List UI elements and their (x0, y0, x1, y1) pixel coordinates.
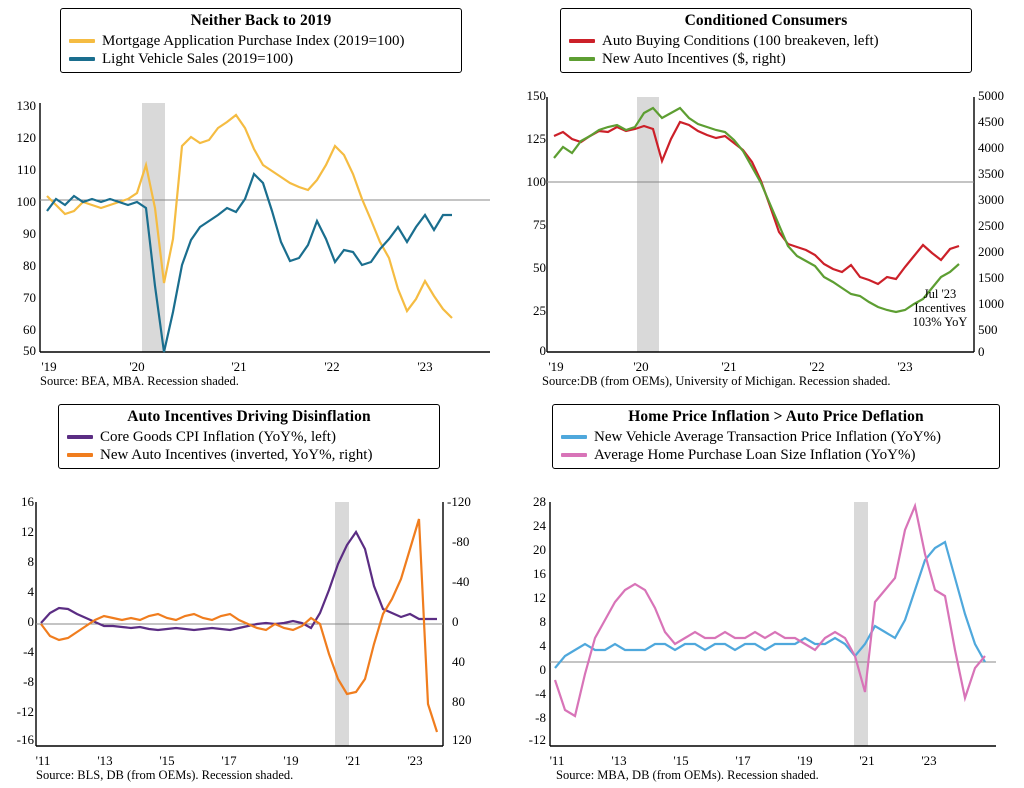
y-tick: 100 (16, 194, 36, 209)
x-tick: '19 (548, 359, 564, 374)
y-tick: -8 (535, 710, 546, 725)
y-tick-right: 2000 (978, 244, 1004, 259)
y-tick-left: 25 (533, 303, 546, 318)
x-tick: '21 (345, 753, 361, 768)
y-tick: 120 (16, 130, 36, 145)
y-tick-left: 12 (21, 524, 34, 539)
panel-1-title: Neither Back to 2019 (190, 12, 332, 29)
y-tick-left: -16 (16, 732, 34, 747)
x-tick: '22 (809, 359, 825, 374)
y-tick: 60 (23, 322, 36, 337)
y-tick: 8 (539, 614, 546, 629)
panel-2-source: Source:DB (from OEMs), University of Michigan. Recession shaded. (542, 374, 891, 388)
y-tick-right: 40 (452, 654, 465, 669)
panel-2-annotation: Jul '23 Incentives 103% YoY (912, 287, 968, 329)
y-tick-right: 5000 (978, 88, 1004, 103)
panel-1-source: Source: BEA, MBA. Recession shaded. (40, 374, 239, 388)
y-tick: 4 (539, 638, 546, 653)
y-tick: 0 (539, 662, 546, 677)
x-tick: '19 (797, 753, 813, 768)
y-tick: 70 (23, 290, 36, 305)
y-tick-left: 50 (533, 260, 546, 275)
legend-label: Average Home Purchase Loan Size Inflation (YoY%) (594, 447, 916, 463)
legend-label: New Auto Incentives ($, right) (602, 51, 786, 67)
x-tick: '11 (35, 753, 51, 768)
y-tick: 80 (23, 258, 36, 273)
y-tick-right: 80 (452, 694, 465, 709)
y-tick-right: 1500 (978, 270, 1004, 285)
x-tick: '17 (221, 753, 237, 768)
legend-label: Core Goods CPI Inflation (YoY%, left) (100, 429, 336, 445)
y-tick: -12 (528, 732, 546, 747)
legend-label: Light Vehicle Sales (2019=100) (102, 51, 294, 67)
x-tick: '17 (735, 753, 751, 768)
y-tick: 12 (533, 590, 546, 605)
y-tick-right: 4500 (978, 114, 1004, 129)
y-tick-left: -8 (23, 674, 34, 689)
y-tick: 110 (16, 162, 36, 177)
panel-2-title: Conditioned Consumers (684, 12, 848, 29)
panel-home-price-inflation (512, 394, 1024, 788)
y-tick-left: -12 (16, 704, 34, 719)
x-tick: '21 (721, 359, 737, 374)
panel-4-plot (512, 394, 1024, 788)
legend-label: New Vehicle Average Transaction Price Inflation (YoY%) (594, 429, 942, 445)
x-tick: '19 (283, 753, 299, 768)
y-tick-right: -80 (452, 534, 470, 549)
x-tick: '23 (417, 359, 433, 374)
panel-4-source: Source: MBA, DB (from OEMs). Recession shaded. (556, 768, 819, 782)
panel-conditioned-consumers (512, 0, 1024, 394)
panel-neither-back-to-2019 (0, 0, 512, 394)
x-tick: '13 (97, 753, 113, 768)
x-tick: '21 (859, 753, 875, 768)
y-tick: -4 (535, 686, 546, 701)
x-tick: '15 (159, 753, 175, 768)
y-tick: 16 (533, 566, 546, 581)
y-tick-right: 3000 (978, 192, 1004, 207)
x-tick: '13 (611, 753, 627, 768)
x-tick: '23 (407, 753, 423, 768)
y-tick-right: 0 (978, 344, 985, 359)
y-tick-left: 8 (27, 554, 34, 569)
panel-3-source: Source: BLS, DB (from OEMs). Recession shaded. (36, 768, 294, 782)
legend-label: Auto Buying Conditions (100 breakeven, left) (602, 33, 879, 49)
y-tick-right: 0 (452, 614, 459, 629)
x-tick: '21 (231, 359, 247, 374)
y-tick-left: 75 (533, 217, 546, 232)
y-tick-right: 2500 (978, 218, 1004, 233)
x-tick: '20 (633, 359, 649, 374)
y-tick-left: 0 (539, 343, 546, 358)
y-tick-left: -4 (23, 644, 34, 659)
y-tick-right: 3500 (978, 166, 1004, 181)
y-tick: 50 (23, 343, 36, 358)
y-tick-left: 16 (21, 494, 34, 509)
y-tick-left: 0 (27, 614, 34, 629)
y-tick-right: 4000 (978, 140, 1004, 155)
panel-3-plot (0, 394, 512, 788)
y-tick-right: -40 (452, 574, 470, 589)
panel-4-title: Home Price Inflation > Auto Price Deflation (628, 408, 924, 425)
y-tick-left: 150 (526, 88, 546, 103)
y-tick: 90 (23, 226, 36, 241)
x-tick: '23 (897, 359, 913, 374)
y-tick-right: 1000 (978, 296, 1004, 311)
y-tick-right: 500 (978, 322, 998, 337)
panel-2-plot (512, 0, 1024, 394)
x-tick: '19 (41, 359, 57, 374)
panel-auto-incentives-disinflation (0, 394, 512, 788)
y-tick-right: -120 (447, 494, 471, 509)
x-tick: '22 (324, 359, 340, 374)
y-tick-left: 4 (27, 584, 34, 599)
legend-label: Mortgage Application Purchase Index (2019=100) (102, 33, 405, 49)
x-tick: '23 (921, 753, 937, 768)
y-tick-right: 120 (452, 732, 472, 747)
x-tick: '11 (549, 753, 565, 768)
y-tick: 130 (16, 98, 36, 113)
x-tick: '15 (673, 753, 689, 768)
x-tick: '20 (129, 359, 145, 374)
panel-1-plot (0, 0, 512, 394)
y-tick-left: 125 (526, 131, 546, 146)
panel-3-title: Auto Incentives Driving Disinflation (127, 408, 371, 425)
y-tick: 24 (533, 518, 546, 533)
legend-label: New Auto Incentives (inverted, YoY%, right) (100, 447, 373, 463)
y-tick: 28 (533, 494, 546, 509)
y-tick: 20 (533, 542, 546, 557)
y-tick-left: 100 (526, 174, 546, 189)
